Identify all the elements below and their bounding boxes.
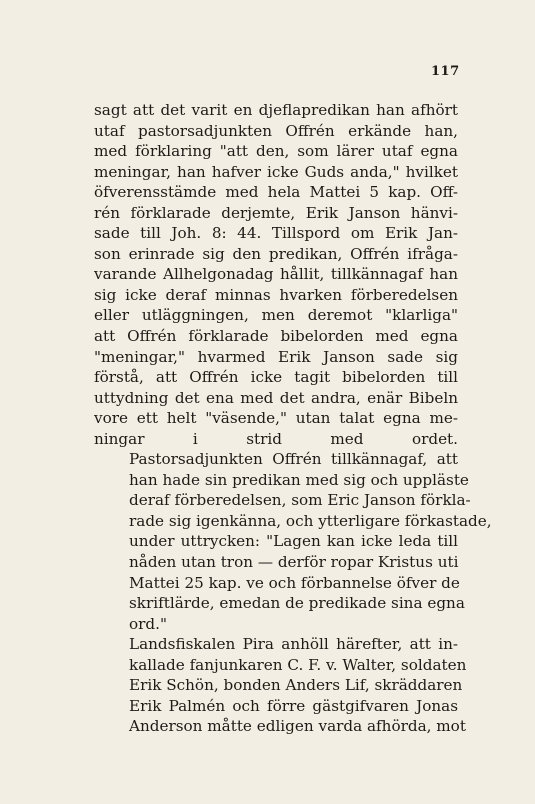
- text-line: kallade fanjunkaren C. F. v. Walter, soldaten: [129, 655, 467, 674]
- text-line: vore ett helt "väsende," utan talat egna me-: [94, 409, 458, 428]
- text-line: med förklaring "att den, som lärer utaf egna: [94, 142, 458, 161]
- text-line: rén förklarade derjemte, Erik Janson hänvi-: [94, 203, 458, 222]
- text-line: förstå, att Offrén icke tagit bibelorden till: [94, 368, 458, 387]
- paragraph-3: [94, 634, 467, 737]
- text-line: Erik Palmén och förre gästgifvaren Jonas: [129, 696, 458, 715]
- text-line: att Offrén förklarade bibelorden med egna: [94, 327, 458, 346]
- body-text: [94, 100, 492, 737]
- text-line: öfverensstämde med hela Mattei 5 kap. Off-: [94, 183, 458, 202]
- text-line: ningar i strid med ordet.: [94, 429, 458, 448]
- text-line: son erinrade sig den predikan, Offrén ifråga-: [94, 244, 458, 263]
- page-number: 117: [431, 64, 460, 79]
- text-line: under uttrycken: "Lagen kan icke leda till: [129, 532, 458, 551]
- text-line: ord.": [129, 614, 167, 633]
- text-line: utaf pastorsadjunkten Offrén erkände han,: [94, 121, 458, 140]
- text-line: nåden utan tron — derför ropar Kristus uti: [129, 553, 459, 572]
- text-line: han hade sin predikan med sig och uppläste: [129, 470, 469, 489]
- text-line: meningar, han hafver icke Guds anda," hvilket: [94, 162, 458, 181]
- text-line: eller utläggningen, men deremot "klarliga": [94, 306, 458, 325]
- text-line: Landsfiskalen Pira anhöll härefter, att in-: [129, 635, 458, 654]
- text-line: skriftlärde, emedan de predikade sina egna: [129, 594, 465, 613]
- text-line: Mattei 25 kap. ve och förbannelse öfver de: [129, 573, 460, 592]
- text-line: rade sig igenkänna, och ytterligare förkastade,: [129, 511, 492, 530]
- text-line: Pastorsadjunkten Offrén tillkännagaf, att: [129, 450, 458, 469]
- text-line: deraf förberedelsen, som Eric Janson förkla-: [129, 491, 471, 510]
- text-line: sig icke deraf minnas hvarken förberedelsen: [94, 285, 458, 304]
- text-line: uttydning det ena med det andra, enär Bibeln: [94, 388, 458, 407]
- paragraph-2: [94, 449, 492, 634]
- paragraph-1: [94, 100, 458, 449]
- text-line: sade till Joh. 8: 44. Tillspord om Erik Jan-: [94, 224, 458, 243]
- text-line: sagt att det varit en djeflapredikan han afhört: [94, 101, 458, 119]
- text-line: "meningar," hvarmed Erik Janson sade sig: [94, 347, 458, 366]
- text-line: Erik Schön, bonden Anders Lif, skräddaren: [129, 676, 463, 695]
- text-line: varande Allhelgonadag hållit, tillkännagaf han: [94, 265, 458, 284]
- text-line: Anderson måtte edligen varda afhörda, mot: [129, 717, 466, 736]
